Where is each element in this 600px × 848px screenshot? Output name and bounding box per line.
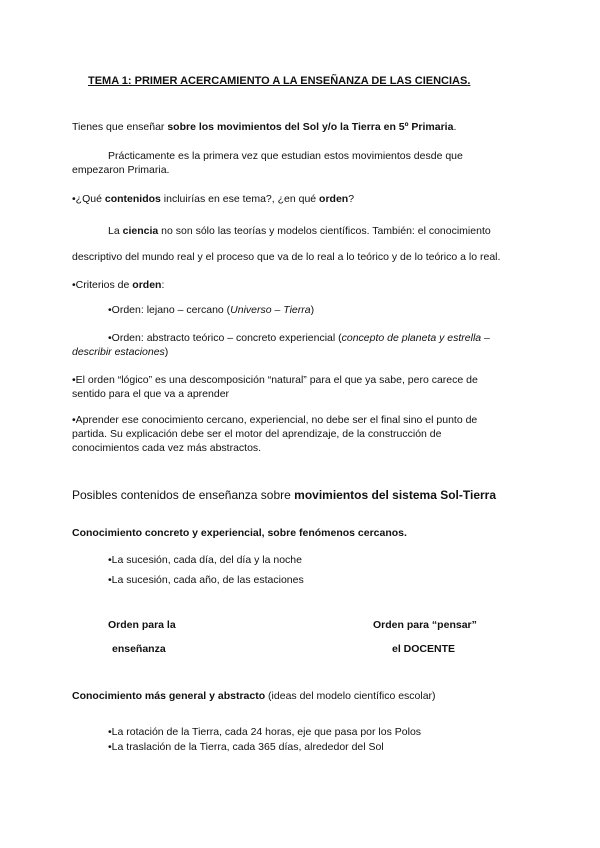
general-item-translation: •La traslación de la Tierra, cada 365 días, alrededor del Sol: [108, 741, 384, 753]
logical-line-1: •El orden “lógico” es una descomposición “natural” para el que ya sabe, pero carece de: [72, 374, 478, 386]
order-think-label-2: el DOCENTE: [392, 643, 456, 655]
practically-line-2: empezaron Primaria.: [72, 164, 170, 176]
general-heading: Conocimiento más general y abstracto (ideas del modelo científico escolar): [72, 690, 436, 702]
logical-line-2: sentido para el que va a aprender: [72, 388, 230, 400]
science-line-1: La ciencia no son sólo las teorías y modelos científicos. También: el conocimiento: [108, 225, 491, 237]
order-teaching-label-2: enseñanza: [112, 643, 166, 655]
order-criterion-2-line-2: describir estaciones): [72, 346, 169, 358]
order-think-label-1: Orden para “pensar”: [373, 619, 477, 631]
order-criterion-2-line-1: •Orden: abstracto teórico – concreto experiencial (concepto de planeta y estrella –: [108, 332, 490, 344]
intro-paragraph: Tienes que enseñar sobre los movimientos del Sol y/o la Tierra en 5º Primaria.: [72, 121, 457, 133]
criteria-line: •Criterios de orden:: [72, 279, 165, 291]
concrete-item-day-night: •La sucesión, cada día, del día y la noche: [108, 554, 302, 566]
learn-line-2: partida. Su explicación debe ser el motor del aprendizaje, de la construcción de: [72, 428, 442, 440]
order-criterion-1: •Orden: lejano – cercano (Universo – Tierra): [108, 304, 315, 316]
learn-line-3: conocimientos cada vez más abstractos.: [72, 442, 262, 454]
concrete-item-seasons: •La sucesión, cada año, de las estaciones: [108, 574, 304, 586]
order-teaching-label-1: Orden para la: [108, 619, 176, 631]
possible-contents-heading: Posibles contenidos de enseñanza sobre movimientos del sistema Sol-Tierra: [72, 488, 497, 502]
learn-line-1: •Aprender ese conocimiento cercano, experiencial, no debe ser el final sino el punto de: [72, 414, 478, 426]
practically-line-1: Prácticamente es la primera vez que estudian estos movimientos desde que: [108, 150, 463, 162]
question-line: •¿Qué contenidos incluirías en ese tema?, ¿en qué orden?: [72, 193, 355, 205]
general-item-rotation: •La rotación de la Tierra, cada 24 horas, eje que pasa por los Polos: [108, 726, 422, 738]
science-line-2: descriptivo del mundo real y el proceso que va de lo real a lo teórico y de lo teórico a lo real.: [72, 251, 501, 263]
concrete-heading: Conocimiento concreto y experiencial, sobre fenómenos cercanos.: [72, 527, 407, 539]
page-title: TEMA 1: PRIMER ACERCAMIENTO A LA ENSEÑANZA DE LAS CIENCIAS.: [88, 75, 471, 87]
